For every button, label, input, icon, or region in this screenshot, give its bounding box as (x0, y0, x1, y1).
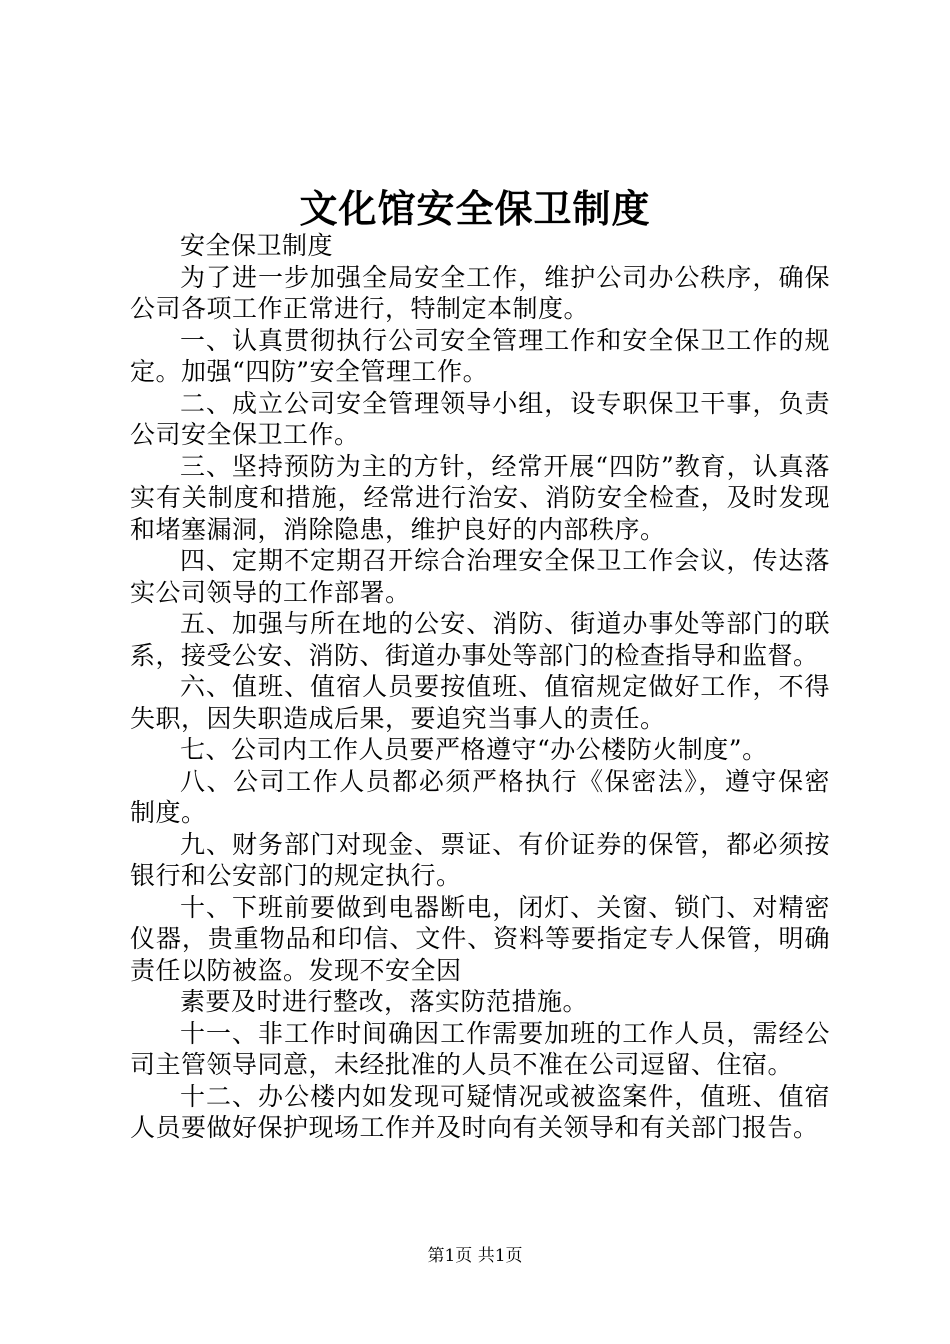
paragraph-item-5: 五、加强与所在地的公安、消防、街道办事处等部门的联系，接受公安、消防、街道办事处等部门的检查指导和监督。 (130, 609, 830, 670)
paragraph-item-6: 六、值班、值宿人员要按值班、值宿规定做好工作，不得失职，因失职造成后果，要追究当事人的责任。 (130, 672, 830, 733)
paragraph-item-12: 十二、办公楼内如发现可疑情况或被盗案件，值班、值宿人员要做好保护现场工作并及时向有关领导和有关部门报告。 (130, 1081, 830, 1142)
paragraph-item-1: 一、认真贯彻执行公司安全管理工作和安全保卫工作的规定。加强“四防”安全管理工作。 (130, 325, 830, 386)
paragraph-heading: 安全保卫制度 (180, 231, 334, 260)
paragraph-item-9: 九、财务部门对现金、票证、有价证券的保管，都必须按银行和公安部门的规定执行。 (130, 829, 830, 890)
paragraph-item-2: 二、成立公司安全管理领导小组，设专职保卫干事，负责公司安全保卫工作。 (130, 388, 830, 449)
paragraph-item-8: 八、公司工作人员都必须严格执行《保密法》，遵守保密制度。 (130, 766, 830, 827)
paragraph-item-11: 十一、非工作时间确因工作需要加班的工作人员，需经公司主管领导同意，未经批准的人员不准在公司逗留、住宿。 (130, 1018, 830, 1079)
paragraph-item-3: 三、坚持预防为主的方针，经常开展“四防”教育，认真落实有关制度和措施，经常进行治安、消防安全检查，及时发现和堵塞漏洞，消除隐患，维护良好的内部秩序。 (130, 451, 830, 544)
paragraph-intro: 为了进一步加强全局安全工作，维护公司办公秩序，确保公司各项工作正常进行，特制定本制度。 (130, 262, 830, 323)
page-footer: 第1页 共1页 (427, 1246, 523, 1266)
paragraph-item-10: 十、下班前要做到电器断电，闭灯、关窗、锁门、对精密仪器，贵重物品和印信、文件、资料等要指定专人保管，明确责任以防被盗。发现不安全因 (130, 892, 830, 985)
paragraph-item-10-continued: 素要及时进行整改，落实防范措施。 (180, 987, 589, 1016)
paragraph-item-7: 七、公司内工作人员要严格遵守“办公楼防火制度”。 (180, 735, 768, 764)
document-body (130, 230, 830, 1144)
paragraph-item-4: 四、定期不定期召开综合治理安全保卫工作会议，传达落实公司领导的工作部署。 (130, 546, 830, 607)
document-title: 文化馆安全保卫制度 (299, 186, 651, 231)
